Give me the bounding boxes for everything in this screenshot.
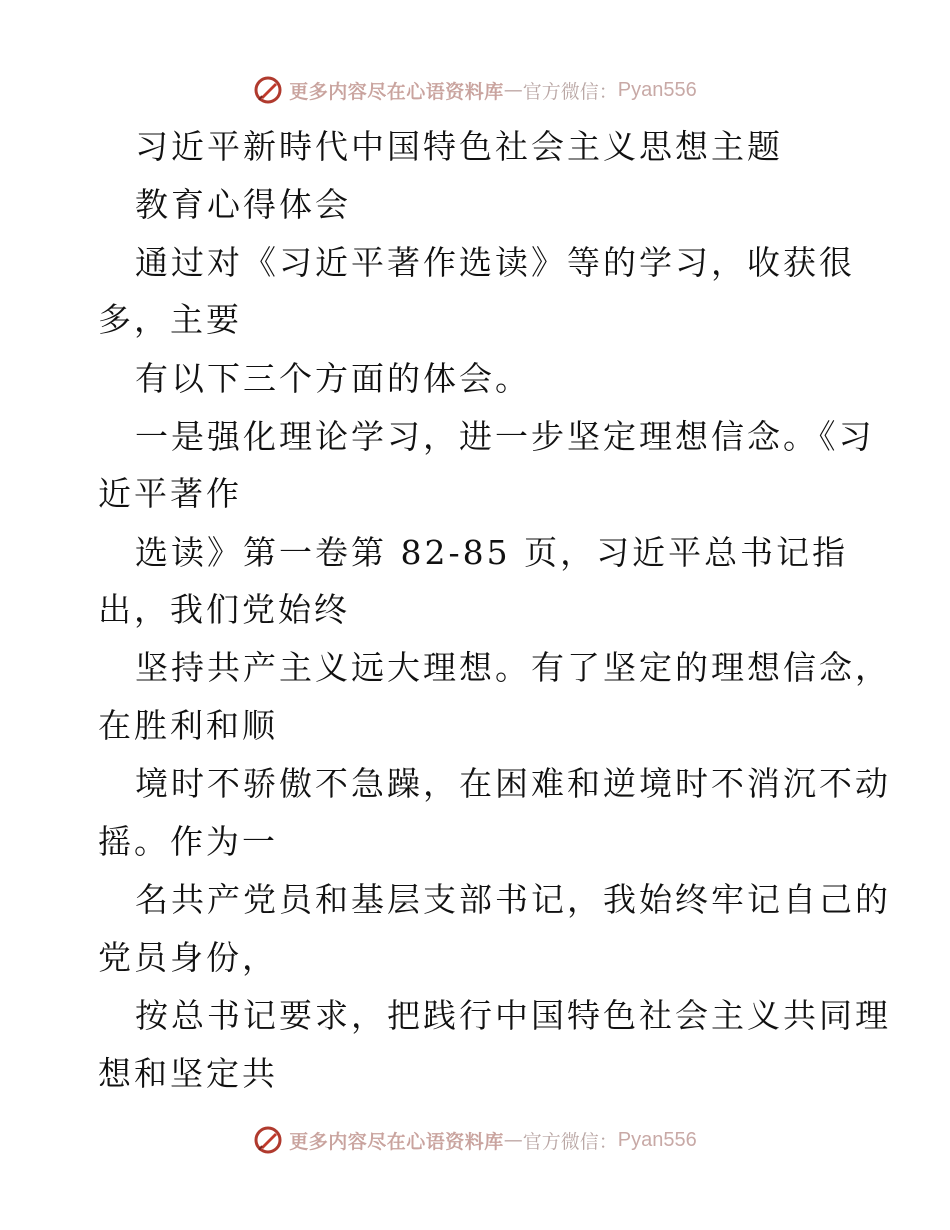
doc-line: 摇。作为一 bbox=[98, 822, 278, 861]
watermark-separator: — bbox=[503, 79, 523, 101]
watermark-wechat-label: 官方微信： bbox=[522, 80, 618, 103]
footer-watermark bbox=[0, 1120, 950, 1160]
quill-logo-icon bbox=[253, 1125, 283, 1155]
doc-line: 选读》第一卷第 82-85 页，习近平总书记指 bbox=[135, 533, 849, 572]
watermark-wechat-id: Pyan556 bbox=[617, 1128, 697, 1151]
doc-line: 境时不骄傲不急躁，在困难和逆境时不消沉不动 bbox=[135, 764, 891, 803]
doc-line: 按总书记要求，把践行中国特色社会主义共同理 bbox=[135, 996, 891, 1035]
doc-line: 多，主要 bbox=[98, 300, 242, 339]
doc-line: 名共产党员和基层支部书记，我始终牢记自己的 bbox=[135, 880, 891, 919]
doc-line: 想和坚定共 bbox=[98, 1054, 278, 1093]
doc-title-line-2: 教育心得体会 bbox=[135, 185, 351, 224]
doc-line: 近平著作 bbox=[98, 474, 242, 513]
doc-line: 坚持共产主义远大理想。有了坚定的理想信念， bbox=[135, 648, 891, 687]
doc-line: 有以下三个方面的体会。 bbox=[135, 359, 531, 398]
doc-line: 一是强化理论学习，进一步坚定理想信念。《习 bbox=[135, 417, 875, 456]
doc-title-line-1: 习近平新時代中国特色社会主义思想主题 bbox=[135, 127, 783, 166]
watermark-wechat-id: Pyan556 bbox=[617, 78, 697, 101]
watermark-site-text: 更多内容尽在心语资料库 bbox=[289, 1130, 504, 1153]
watermark-wechat-label: 官方微信： bbox=[522, 1130, 618, 1153]
watermark-site-text: 更多内容尽在心语资料库 bbox=[289, 80, 504, 103]
watermark-separator: — bbox=[503, 1129, 523, 1151]
doc-line: 出，我们党始终 bbox=[98, 590, 350, 629]
doc-line: 在胜利和顺 bbox=[98, 706, 278, 745]
header-watermark bbox=[0, 70, 950, 110]
doc-line: 通过对《习近平著作选读》等的学习，收获很 bbox=[135, 243, 855, 282]
doc-line: 党员身份， bbox=[98, 938, 278, 977]
quill-logo-icon bbox=[253, 75, 283, 105]
